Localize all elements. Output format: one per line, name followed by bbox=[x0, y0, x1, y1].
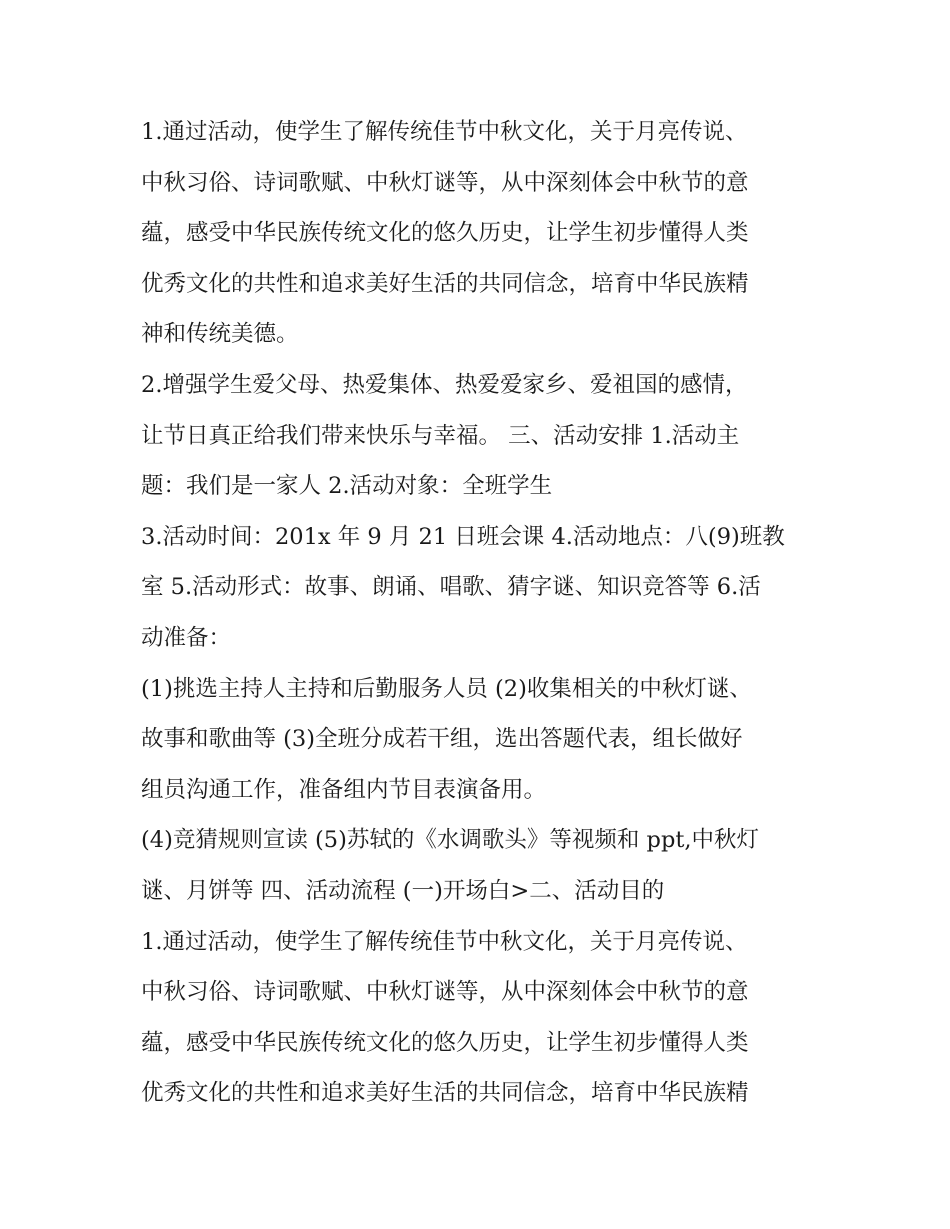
text-line: 室 5.活动形式：故事、朗诵、唱歌、猜字谜、知识竞答等 6.活 bbox=[141, 574, 761, 601]
text-line: (1)挑选主持人主持和后勤服务人员 (2)收集相关的中秋灯谜、 bbox=[141, 675, 752, 702]
text-line: 让节日真正给我们带来快乐与幸福。 三、活动安排 1.活动主 bbox=[141, 422, 740, 449]
text-line: 组员沟通工作，准备组内节目表演备用。 bbox=[141, 776, 547, 803]
text-line: 优秀文化的共性和追求美好生活的共同信念，培育中华民族精 bbox=[141, 270, 749, 297]
text-line: 动准备： bbox=[141, 624, 232, 651]
text-line: 2.增强学生爱父母、热爱集体、热爱爱家乡、爱祖国的感情， bbox=[141, 371, 748, 398]
text-line: 中秋习俗、诗词歌赋、中秋灯谜等，从中深刻体会中秋节的意 bbox=[141, 169, 749, 196]
text-line: 1.通过活动，使学生了解传统佳节中秋文化，关于月亮传说、 bbox=[141, 119, 748, 145]
text-line: 优秀文化的共性和追求美好生活的共同信念，培育中华民族精 bbox=[141, 1080, 749, 1107]
text-line: 3.活动时间：201x 年 9 月 21 日班会课 4.活动地点：八(9)班教 bbox=[141, 523, 785, 550]
text-line: (4)竞猜规则宣读 (5)苏轼的《水调歌头》等视频和 ppt,中秋灯 bbox=[141, 827, 760, 854]
document-body bbox=[141, 107, 821, 1119]
text-line: 蕴，感受中华民族传统文化的悠久历史，让学生初步懂得人类 bbox=[141, 220, 749, 247]
text-line: 中秋习俗、诗词歌赋、中秋灯谜等，从中深刻体会中秋节的意 bbox=[141, 979, 749, 1006]
text-line: 神和传统美德。 bbox=[141, 321, 299, 348]
text-line: 题：我们是一家人 2.活动对象：全班学生 bbox=[141, 473, 553, 500]
text-line: 故事和歌曲等 (3)全班分成若干组，选出答题代表，组长做好 bbox=[141, 726, 743, 753]
text-line: 谜、月饼等 四、活动流程 (一)开场白>二、活动目的 bbox=[141, 877, 665, 904]
text-line: 蕴，感受中华民族传统文化的悠久历史，让学生初步懂得人类 bbox=[141, 1029, 749, 1056]
text-line: 1.通过活动，使学生了解传统佳节中秋文化，关于月亮传说、 bbox=[141, 928, 748, 955]
